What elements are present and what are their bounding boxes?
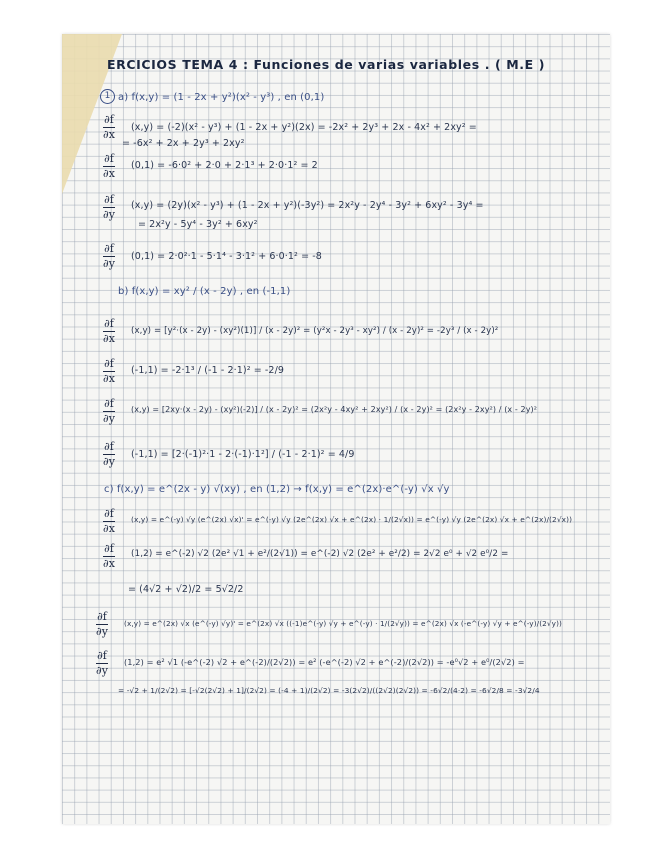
partial-y-symbol: $\frac{\partial f}{\partial y}$ (96, 610, 108, 638)
part-a-statement: a) f(x,y) = (1 - 2x + y²)(x² - y³) , en (0,1) (118, 92, 325, 103)
exercise-number: 1 (100, 89, 115, 104)
partial-y-symbol: $\frac{\partial f}{\partial y}$ (103, 193, 115, 221)
line-c-dfdy-eval: (1,2) = e² √1 (-e^(-2) √2 + e^(-2)/(2√2)) = e² (-e^(-2) √2 + e^(-2)/(2√2)) = -e⁰√2 + e⁰/(2√2) = (124, 657, 525, 667)
line-a-dfdy-eval: (0,1) = 2·0²·1 - 5·1⁴ - 3·1² + 6·0·1² = -8 (131, 251, 322, 262)
partial-y-symbol: $\frac{\partial f}{\partial y}$ (96, 649, 108, 677)
partial-x-symbol: $\frac{\partial f}{\partial x}$ (103, 113, 115, 141)
partial-y-symbol: $\frac{\partial f}{\partial y}$ (103, 397, 115, 425)
line-b-dfdx-eval: (-1,1) = -2·1³ / (-1 - 2·1)² = -2/9 (131, 365, 285, 376)
line-a-dfdy-simplified: = 2x²y - 5y⁴ - 3y² + 6xy² (138, 219, 258, 230)
graph-paper-sheet (62, 34, 610, 824)
partial-x-symbol: $\frac{\partial f}{\partial x}$ (103, 152, 115, 180)
part-c-statement: c) f(x,y) = e^(2x - y) √(xy) , en (1,2) → f(x,y) = e^(2x)·e^(-y) √x √y (104, 484, 450, 495)
line-b-dfdy: (x,y) = [2xy·(x - 2y) - (xy²)(-2)] / (x - 2y)² = (2x²y - 4xy² + 2xy²) / (x - 2y)² = (2x²y - 2xy²) / (x - 2y)² (131, 405, 538, 414)
partial-y-symbol: $\frac{\partial f}{\partial y}$ (103, 242, 115, 270)
part-b-statement: b) f(x,y) = xy² / (x - 2y) , en (-1,1) (118, 286, 291, 297)
line-a-dfdx: (x,y) = (-2)(x² - y³) + (1 - 2x + y²)(2x) = -2x² + 2y³ + 2x - 4x² + 2xy² = (131, 122, 477, 133)
line-a-dfdy: (x,y) = (2y)(x² - y³) + (1 - 2x + y²)(-3y²) = 2x²y - 2y⁴ - 3y² + 6xy² - 3y⁴ = (131, 200, 484, 211)
line-c-dfdx: (x,y) = e^(-y) √y (e^(2x) √x)' = e^(-y) √y (2e^(2x) √x + e^(2x) · 1/(2√x)) = e^(-y) √y (2e^(2x) √x + e^(2x)/(2√x)) (131, 515, 573, 524)
page-title: ERCICIOS TEMA 4 : Funciones de varias variables . ( M.E ) (107, 57, 546, 72)
partial-y-symbol: $\frac{\partial f}{\partial y}$ (103, 440, 115, 468)
partial-x-symbol: $\frac{\partial f}{\partial x}$ (103, 357, 115, 385)
line-b-dfdy-eval: (-1,1) = [2·(-1)²·1 - 2·(-1)·1²] / (-1 - 2·1)² = 4/9 (131, 449, 355, 460)
partial-x-symbol: $\frac{\partial f}{\partial x}$ (103, 317, 115, 345)
line-c-dfdy: (x,y) = e^(2x) √x (e^(-y) √y)' = e^(2x) √x ((-1)e^(-y) √y + e^(-y) · 1/(2√y)) = e^(2x) √x (-e^(-y) √y + e^(-y)/(2√y)) (124, 619, 562, 628)
line-a-dfdx-eval: (0,1) = -6·0² + 2·0 + 2·1³ + 2·0·1² = 2 (131, 160, 318, 171)
line-c-dfdx-result: = (4√2 + √2)/2 = 5√2/2 (128, 584, 244, 595)
partial-x-symbol: $\frac{\partial f}{\partial x}$ (103, 542, 115, 570)
line-c-dfdx-eval: (1,2) = e^(-2) √2 (2e² √1 + e²/(2√1)) = e^(-2) √2 (2e² + e²/2) = 2√2 e⁰ + √2 e⁰/2 = (131, 549, 509, 559)
line-c-dfdy-result: = -√2 + 1/(2√2) = [-√2(2√2) + 1]/(2√2) = (-4 + 1)/(2√2) = -3(2√2)/((2√2)(2√2)) = -6√2/(4·2) = -6√2/8 = -3√2/4 (118, 686, 540, 695)
line-b-dfdx: (x,y) = [y²·(x - 2y) - (xy²)(1)] / (x - 2y)² = (y²x - 2y³ - xy²) / (x - 2y)² = -2y³ / (x - 2y)² (131, 326, 499, 336)
line-a-dfdx-simplified: = -6x² + 2x + 2y³ + 2xy² (122, 138, 245, 149)
partial-x-symbol: $\frac{\partial f}{\partial x}$ (103, 507, 115, 535)
